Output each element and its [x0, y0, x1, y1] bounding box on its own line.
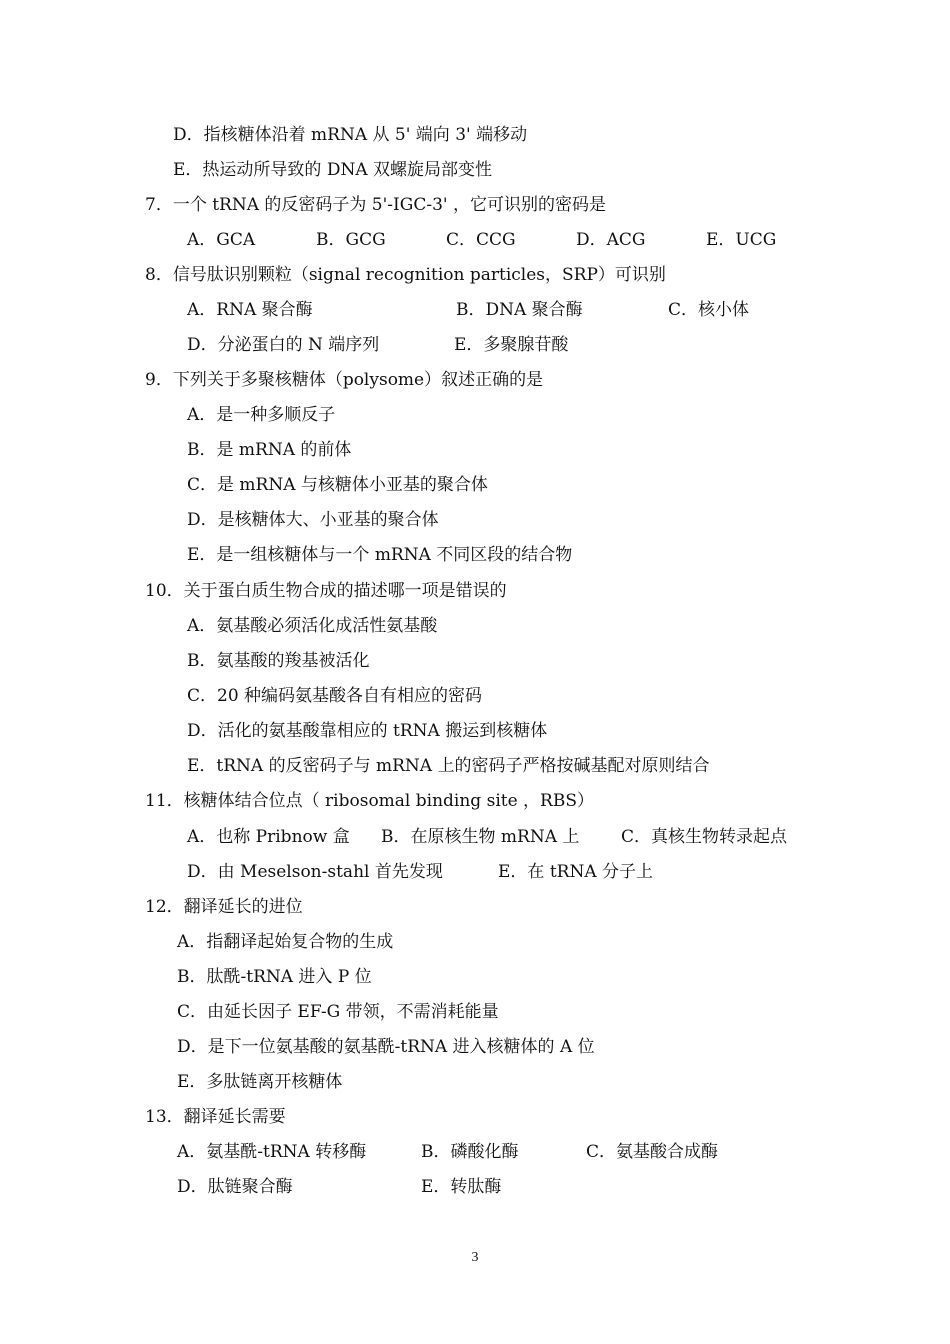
q7-option-a: A．GCA	[187, 230, 256, 250]
q11-option-a: A．也称 Pribnow 盒	[187, 827, 350, 847]
q11-option-b: B．在原核生物 mRNA 上	[381, 827, 580, 847]
q6-option-d: D．指核糖体沿着 mRNA 从 5' 端向 3' 端移动	[173, 125, 528, 145]
q12-option-d: D．是下一位氨基酸的氨基酰-tRNA 进入核糖体的 A 位	[177, 1037, 595, 1057]
q10-option-e: E．tRNA 的反密码子与 mRNA 上的密码子严格按碱基配对原则结合	[187, 756, 710, 776]
q8-option-b: B．DNA 聚合酶	[456, 300, 583, 320]
q6-option-e: E．热运动所导致的 DNA 双螺旋局部变性	[173, 160, 492, 180]
q9-option-d: D．是核糖体大、小亚基的聚合体	[187, 510, 439, 530]
q10-option-c: C．20 种编码氨基酸各自有相应的密码	[187, 686, 483, 706]
q11-option-c: C．真核生物转录起点	[621, 827, 788, 847]
q9-option-c: C．是 mRNA 与核糖体小亚基的聚合体	[187, 475, 488, 495]
q13-option-e: E．转肽酶	[421, 1177, 502, 1197]
q9-option-b: B．是 mRNA 的前体	[187, 440, 352, 460]
q7-option-b: B．GCG	[316, 230, 386, 250]
q13-stem: 13．翻译延长需要	[145, 1107, 286, 1127]
q11-stem: 11．核糖体结合位点（ ribosomal binding site ，RBS）	[145, 791, 594, 811]
q12-option-c: C．由延长因子 EF-G 带领，不需消耗能量	[177, 1002, 499, 1022]
q10-option-a: A．氨基酸必须活化成活性氨基酸	[187, 616, 438, 636]
q8-option-e: E．多聚腺苷酸	[454, 335, 569, 355]
q8-option-c: C．核小体	[668, 300, 750, 320]
q11-option-e: E．在 tRNA 分子上	[498, 862, 654, 882]
q8-stem: 8．信号肽识别颗粒（signal recognition particles，SRP）可识别	[145, 265, 666, 285]
q7-option-e: E．UCG	[706, 230, 777, 250]
q12-option-a: A．指翻译起始复合物的生成	[177, 932, 394, 952]
q12-option-e: E．多肽链离开核糖体	[177, 1072, 343, 1092]
q8-option-a: A．RNA 聚合酶	[187, 300, 313, 320]
q8-option-d: D．分泌蛋白的 N 端序列	[187, 335, 380, 355]
q13-option-b: B．磷酸化酶	[421, 1142, 519, 1162]
q12-option-b: B．肽酰-tRNA 进入 P 位	[177, 967, 372, 987]
q9-stem: 9．下列关于多聚核糖体（polysome）叙述正确的是	[145, 370, 544, 390]
q7-option-d: D．ACG	[576, 230, 646, 250]
q11-option-d: D．由 Meselson-stahl 首先发现	[187, 862, 443, 882]
q9-option-a: A．是一种多顺反子	[187, 405, 336, 425]
q10-option-b: B．氨基酸的羧基被活化	[187, 651, 370, 671]
q13-option-d: D．肽链聚合酶	[177, 1177, 293, 1197]
q9-option-e: E．是一组核糖体与一个 mRNA 不同区段的结合物	[187, 545, 573, 565]
page-number: 3	[471, 1250, 479, 1265]
q10-option-d: D．活化的氨基酸靠相应的 tRNA 搬运到核糖体	[187, 721, 548, 741]
q12-stem: 12．翻译延长的进位	[145, 897, 303, 917]
q7-stem: 7．一个 tRNA 的反密码子为 5'-IGC-3' ，它可识别的密码是	[145, 195, 606, 215]
q7-option-c: C．CCG	[446, 230, 516, 250]
q13-option-a: A．氨基酰-tRNA 转移酶	[177, 1142, 367, 1162]
q13-option-c: C．氨基酸合成酶	[586, 1142, 719, 1162]
q10-stem: 10．关于蛋白质生物合成的描述哪一项是错误的	[145, 581, 507, 601]
